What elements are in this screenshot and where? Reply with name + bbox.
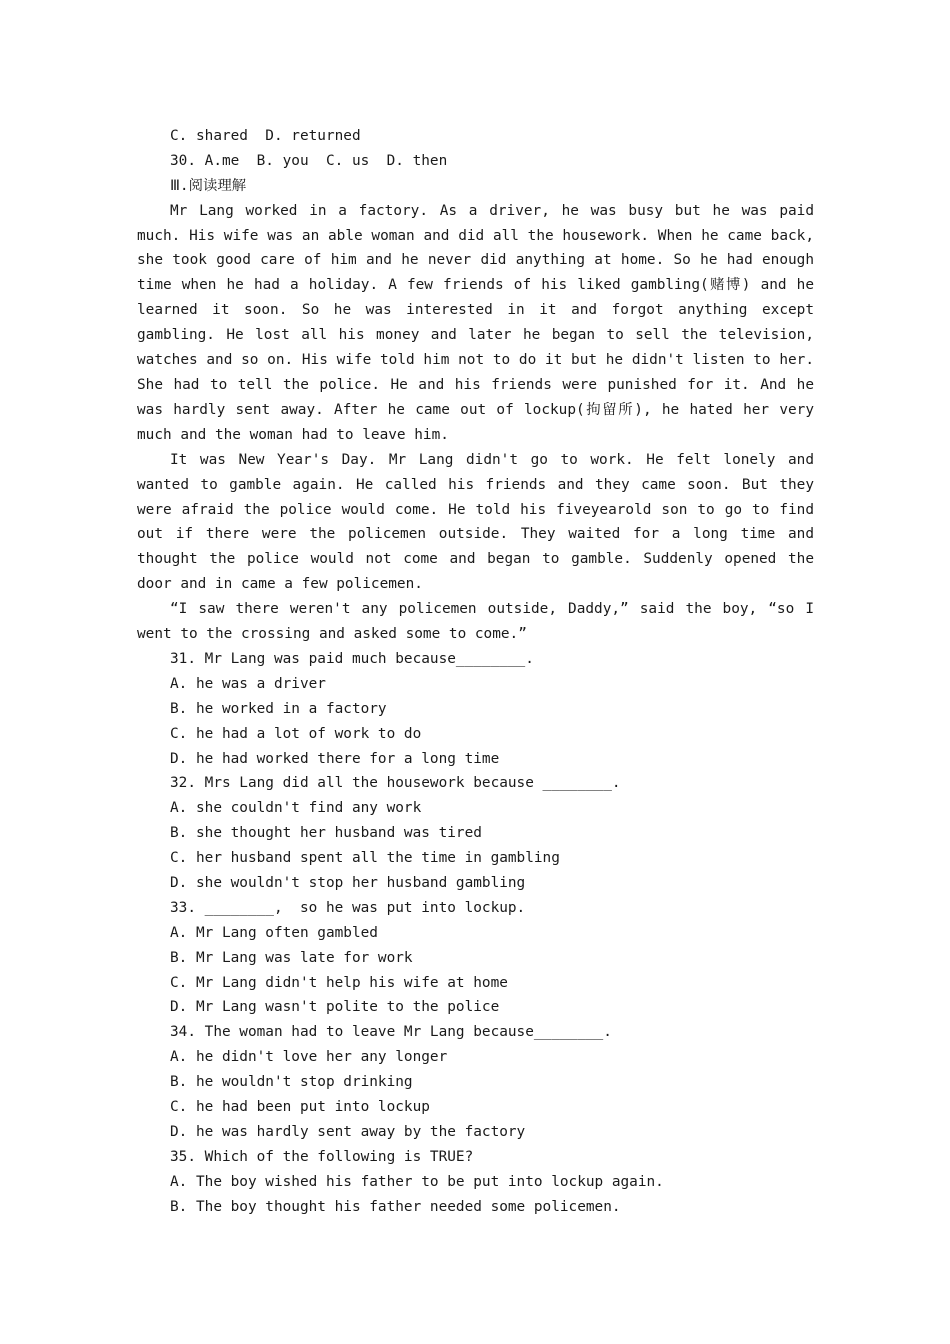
answer-option: D. Mr Lang wasn't polite to the police (170, 999, 500, 1016)
answer-option: C. Mr Lang didn't help his wife at home (170, 974, 508, 991)
answer-option: C. he had been put into lockup (170, 1099, 430, 1116)
prev-option-line: 30. A.me B. you C. us D. then (170, 152, 448, 169)
passage-paragraph: Mr Lang worked in a factory. As a driver, he was busy but he was paid much. His wife was an able woman and did all the housework. When he came back, she took good care of him and he never did anything at home. So he had enough time when he had a holiday. A few friends of his liked gambling(赌博) and he learned it soon. So he was interested in it and forgot anything except gambling. He lost all his money and later he began to sell the television, watches and so on. His wife told him not to do it but he didn't listen to her. She had to tell the police. He and his friends were punished for it. And he was hardly sent away. After he came out of lockup(拘留所), he hated her very much and the woman had to leave him. (137, 202, 814, 443)
question-stem: 35. Which of the following is TRUE? (170, 1148, 474, 1165)
answer-option: B. she thought her husband was tired (170, 825, 482, 842)
answer-option: A. Mr Lang often gambled (170, 924, 378, 941)
question-stem: 34. The woman had to leave Mr Lang because________. (170, 1024, 612, 1041)
answer-option: B. Mr Lang was late for work (170, 949, 413, 966)
answer-option: B. The boy thought his father needed some policemen. (170, 1198, 621, 1215)
answer-option: D. he had worked there for a long time (170, 750, 500, 767)
question-35 (137, 1145, 814, 1220)
question-33 (137, 896, 814, 1020)
passage-paragraph: “I saw there weren't any policemen outside, Daddy,” said the boy, “so I went to the crossing and asked some to come.” (137, 601, 814, 643)
answer-option: B. he worked in a factory (170, 700, 387, 717)
question-stem: 33. ________, so he was put into lockup. (170, 899, 526, 916)
passage-paragraph: It was New Year's Day. Mr Lang didn't go to work. He felt lonely and wanted to gamble again. He called his friends and they came soon. But they were afraid the police would come. He told his fiveyearold son to go to find out if there were the policemen outside. They waited for a long time and thought the police would not come and began to gamble. Suddenly opened the door and in came a few policemen. (137, 451, 814, 593)
question-stem: 31. Mr Lang was paid much because________. (170, 650, 534, 667)
question-34 (137, 1020, 814, 1144)
answer-option: A. he was a driver (170, 675, 326, 692)
answer-option: C. her husband spent all the time in gambling (170, 850, 560, 867)
question-32 (137, 771, 814, 895)
question-stem: 32. Mrs Lang did all the housework because ________. (170, 775, 621, 792)
answer-option: A. she couldn't find any work (170, 800, 422, 817)
answer-option: A. The boy wished his father to be put into lockup again. (170, 1173, 664, 1190)
answer-option: C. he had a lot of work to do (170, 725, 422, 742)
answer-option: D. he was hardly sent away by the factory (170, 1123, 526, 1140)
question-31 (137, 647, 814, 771)
section-title: Ⅲ.阅读理解 (170, 177, 247, 194)
prev-option-line: C. shared D. returned (170, 128, 361, 144)
answer-option: A. he didn't love her any longer (170, 1049, 448, 1066)
document-page (137, 124, 814, 1219)
answer-option: B. he wouldn't stop drinking (170, 1074, 413, 1091)
answer-option: D. she wouldn't stop her husband gambling (170, 875, 526, 891)
